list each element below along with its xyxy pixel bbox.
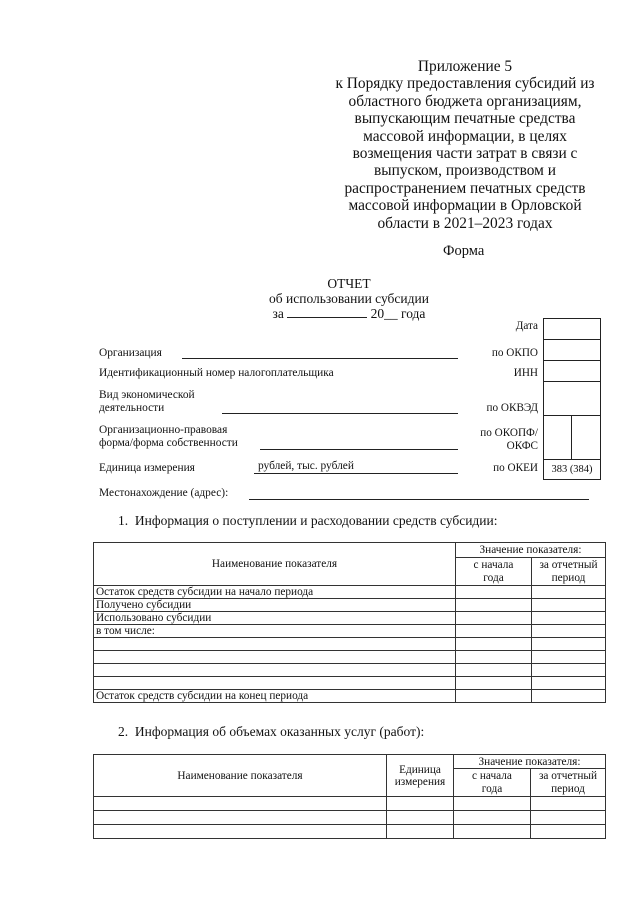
table-row (94, 677, 606, 690)
row-name[interactable] (94, 811, 387, 825)
okopf-box[interactable] (543, 415, 601, 460)
okei-box[interactable] (543, 459, 601, 480)
cell-from-start[interactable] (454, 811, 531, 825)
cell-unit[interactable] (387, 825, 454, 839)
period-blank[interactable] (287, 306, 367, 318)
row-name (94, 664, 456, 677)
date-code-label: Дата (515, 320, 538, 332)
s2-header-unit-line2: измерения (394, 775, 446, 788)
inn-label: Идентификационный номер налогоплательщика (99, 367, 334, 379)
cell-period[interactable] (532, 651, 606, 664)
report-subtitle: об использовании субсидии (269, 291, 429, 306)
cell-from-start[interactable] (456, 625, 532, 638)
row-name: Остаток средств субсидии на конец периода (94, 690, 456, 703)
cell-period[interactable] (532, 664, 606, 677)
section1-heading (118, 513, 497, 529)
subsidy-table (93, 542, 606, 703)
s1-header-period-1: за отчетный (532, 558, 606, 572)
cell-from-start[interactable] (456, 586, 532, 599)
row-name: Использовано субсидии (94, 612, 456, 625)
legal-form-label-line2: форма/форма собственности (99, 437, 238, 449)
appendix-line: возмещения части затрат в связи с (352, 145, 578, 163)
okei-value: 383 (384) (551, 464, 593, 475)
row-name: Получено субсидии (94, 599, 456, 612)
s2-header-value-group: Значение показателя: (454, 755, 606, 769)
okved-code-label: по ОКВЭД (486, 402, 538, 414)
inn-code-label: ИНН (513, 367, 538, 379)
section2-number: 2. (118, 724, 129, 739)
appendix-line: областного бюджета организациям, (348, 92, 582, 110)
unit-field[interactable] (254, 473, 458, 474)
organization-label: Организация (99, 347, 162, 359)
s2-header-unit (387, 755, 454, 797)
s2-header-unit-line1: Единица (399, 763, 441, 776)
row-name (94, 677, 456, 690)
okopf-code-label-line1: по ОКОПФ/ (480, 427, 538, 439)
cell-period[interactable] (532, 599, 606, 612)
s1-header-period-2: период (532, 572, 606, 586)
section2-heading (118, 724, 424, 740)
s2-header-period-2: период (531, 783, 606, 797)
cell-unit[interactable] (387, 797, 454, 811)
cell-period[interactable] (531, 797, 606, 811)
table-row (94, 825, 606, 839)
period-prefix: за (272, 306, 284, 321)
s2-header-period-1: за отчетный (531, 769, 606, 783)
form-label: Форма (443, 243, 485, 259)
s1-header-from-start-1: с начала (456, 558, 532, 572)
appendix-line: распространением печатных средств (344, 179, 586, 197)
okopf-code-label-line2: ОКФС (506, 440, 538, 452)
table-row (94, 599, 606, 612)
table-row (94, 586, 606, 599)
inn-box[interactable] (543, 360, 601, 382)
row-name[interactable] (94, 825, 387, 839)
row-name (94, 651, 456, 664)
table-row (94, 811, 606, 825)
activity-label-line1: Вид экономической (99, 389, 195, 401)
appendix-header (330, 58, 600, 232)
legal-form-label-line1: Организационно-правовая (99, 424, 228, 436)
cell-period[interactable] (532, 625, 606, 638)
legal-form-field[interactable] (260, 449, 458, 450)
row-name: Остаток средств субсидии на начало периода (94, 586, 456, 599)
row-name[interactable] (94, 797, 387, 811)
okei-code-label: по ОКЕИ (493, 462, 538, 474)
table-row (94, 612, 606, 625)
s1-header-name: Наименование показателя (94, 543, 456, 586)
appendix-line: выпуском, производством и (373, 162, 557, 180)
section1-title: Информация о поступлении и расходовании средств субсидии: (134, 513, 498, 528)
cell-period[interactable] (531, 811, 606, 825)
cell-from-start[interactable] (456, 599, 532, 612)
okpo-box[interactable] (543, 339, 601, 361)
appendix-line: области в 2021–2023 годах (377, 214, 553, 232)
s2-header-from-start-2: года (454, 783, 531, 797)
cell-period[interactable] (532, 638, 606, 651)
cell-from-start[interactable] (456, 638, 532, 651)
row-name (94, 638, 456, 651)
okved-box[interactable] (543, 381, 601, 416)
row-name: в том числе: (94, 625, 456, 638)
services-table (93, 754, 606, 839)
report-title: ОТЧЕТ (327, 276, 371, 291)
organization-field[interactable] (182, 358, 458, 359)
section1-number: 1. (118, 513, 129, 528)
cell-period[interactable] (532, 612, 606, 625)
cell-from-start[interactable] (456, 690, 532, 703)
appendix-line: массовой информации в Орловской (348, 197, 582, 215)
period-suffix: года (401, 306, 426, 321)
cell-from-start[interactable] (456, 651, 532, 664)
section2-title: Информация об объемах оказанных услуг (работ): (134, 724, 425, 739)
report-period (220, 306, 478, 322)
cell-from-start[interactable] (456, 664, 532, 677)
address-field[interactable] (249, 499, 589, 500)
table-row (94, 690, 606, 703)
table-row (94, 638, 606, 651)
activity-field[interactable] (222, 413, 458, 414)
unit-label: Единица измерения (99, 462, 195, 474)
s1-header-from-start-2: года (456, 572, 532, 586)
appendix-line: к Порядку предоставления субсидий из (335, 75, 595, 93)
unit-value: рублей, тыс. рублей (258, 460, 354, 472)
activity-label-line2: деятельности (99, 402, 165, 414)
date-box[interactable] (543, 318, 601, 340)
cell-period[interactable] (532, 586, 606, 599)
appendix-line: массовой информации, в целях (363, 127, 567, 145)
table-row (94, 797, 606, 811)
s1-header-value-group: Значение показателя: (456, 543, 606, 558)
cell-unit[interactable] (387, 811, 454, 825)
cell-period[interactable] (531, 825, 606, 839)
appendix-line: Приложение 5 (417, 58, 513, 75)
s2-header-name: Наименование показателя (94, 755, 387, 797)
address-label: Местонахождение (адрес): (99, 487, 229, 499)
okopf-box-divider (571, 416, 572, 459)
table-row (94, 625, 606, 638)
table-row (94, 651, 606, 664)
period-year: 20__ (370, 306, 398, 321)
appendix-line: выпускающим печатные средства (354, 110, 576, 128)
cell-from-start[interactable] (456, 612, 532, 625)
okpo-code-label: по ОКПО (491, 347, 538, 359)
cell-period[interactable] (532, 690, 606, 703)
cell-from-start[interactable] (456, 677, 532, 690)
cell-period[interactable] (532, 677, 606, 690)
s2-header-from-start-1: с начала (454, 769, 531, 783)
table-row (94, 664, 606, 677)
cell-from-start[interactable] (454, 797, 531, 811)
cell-from-start[interactable] (454, 825, 531, 839)
